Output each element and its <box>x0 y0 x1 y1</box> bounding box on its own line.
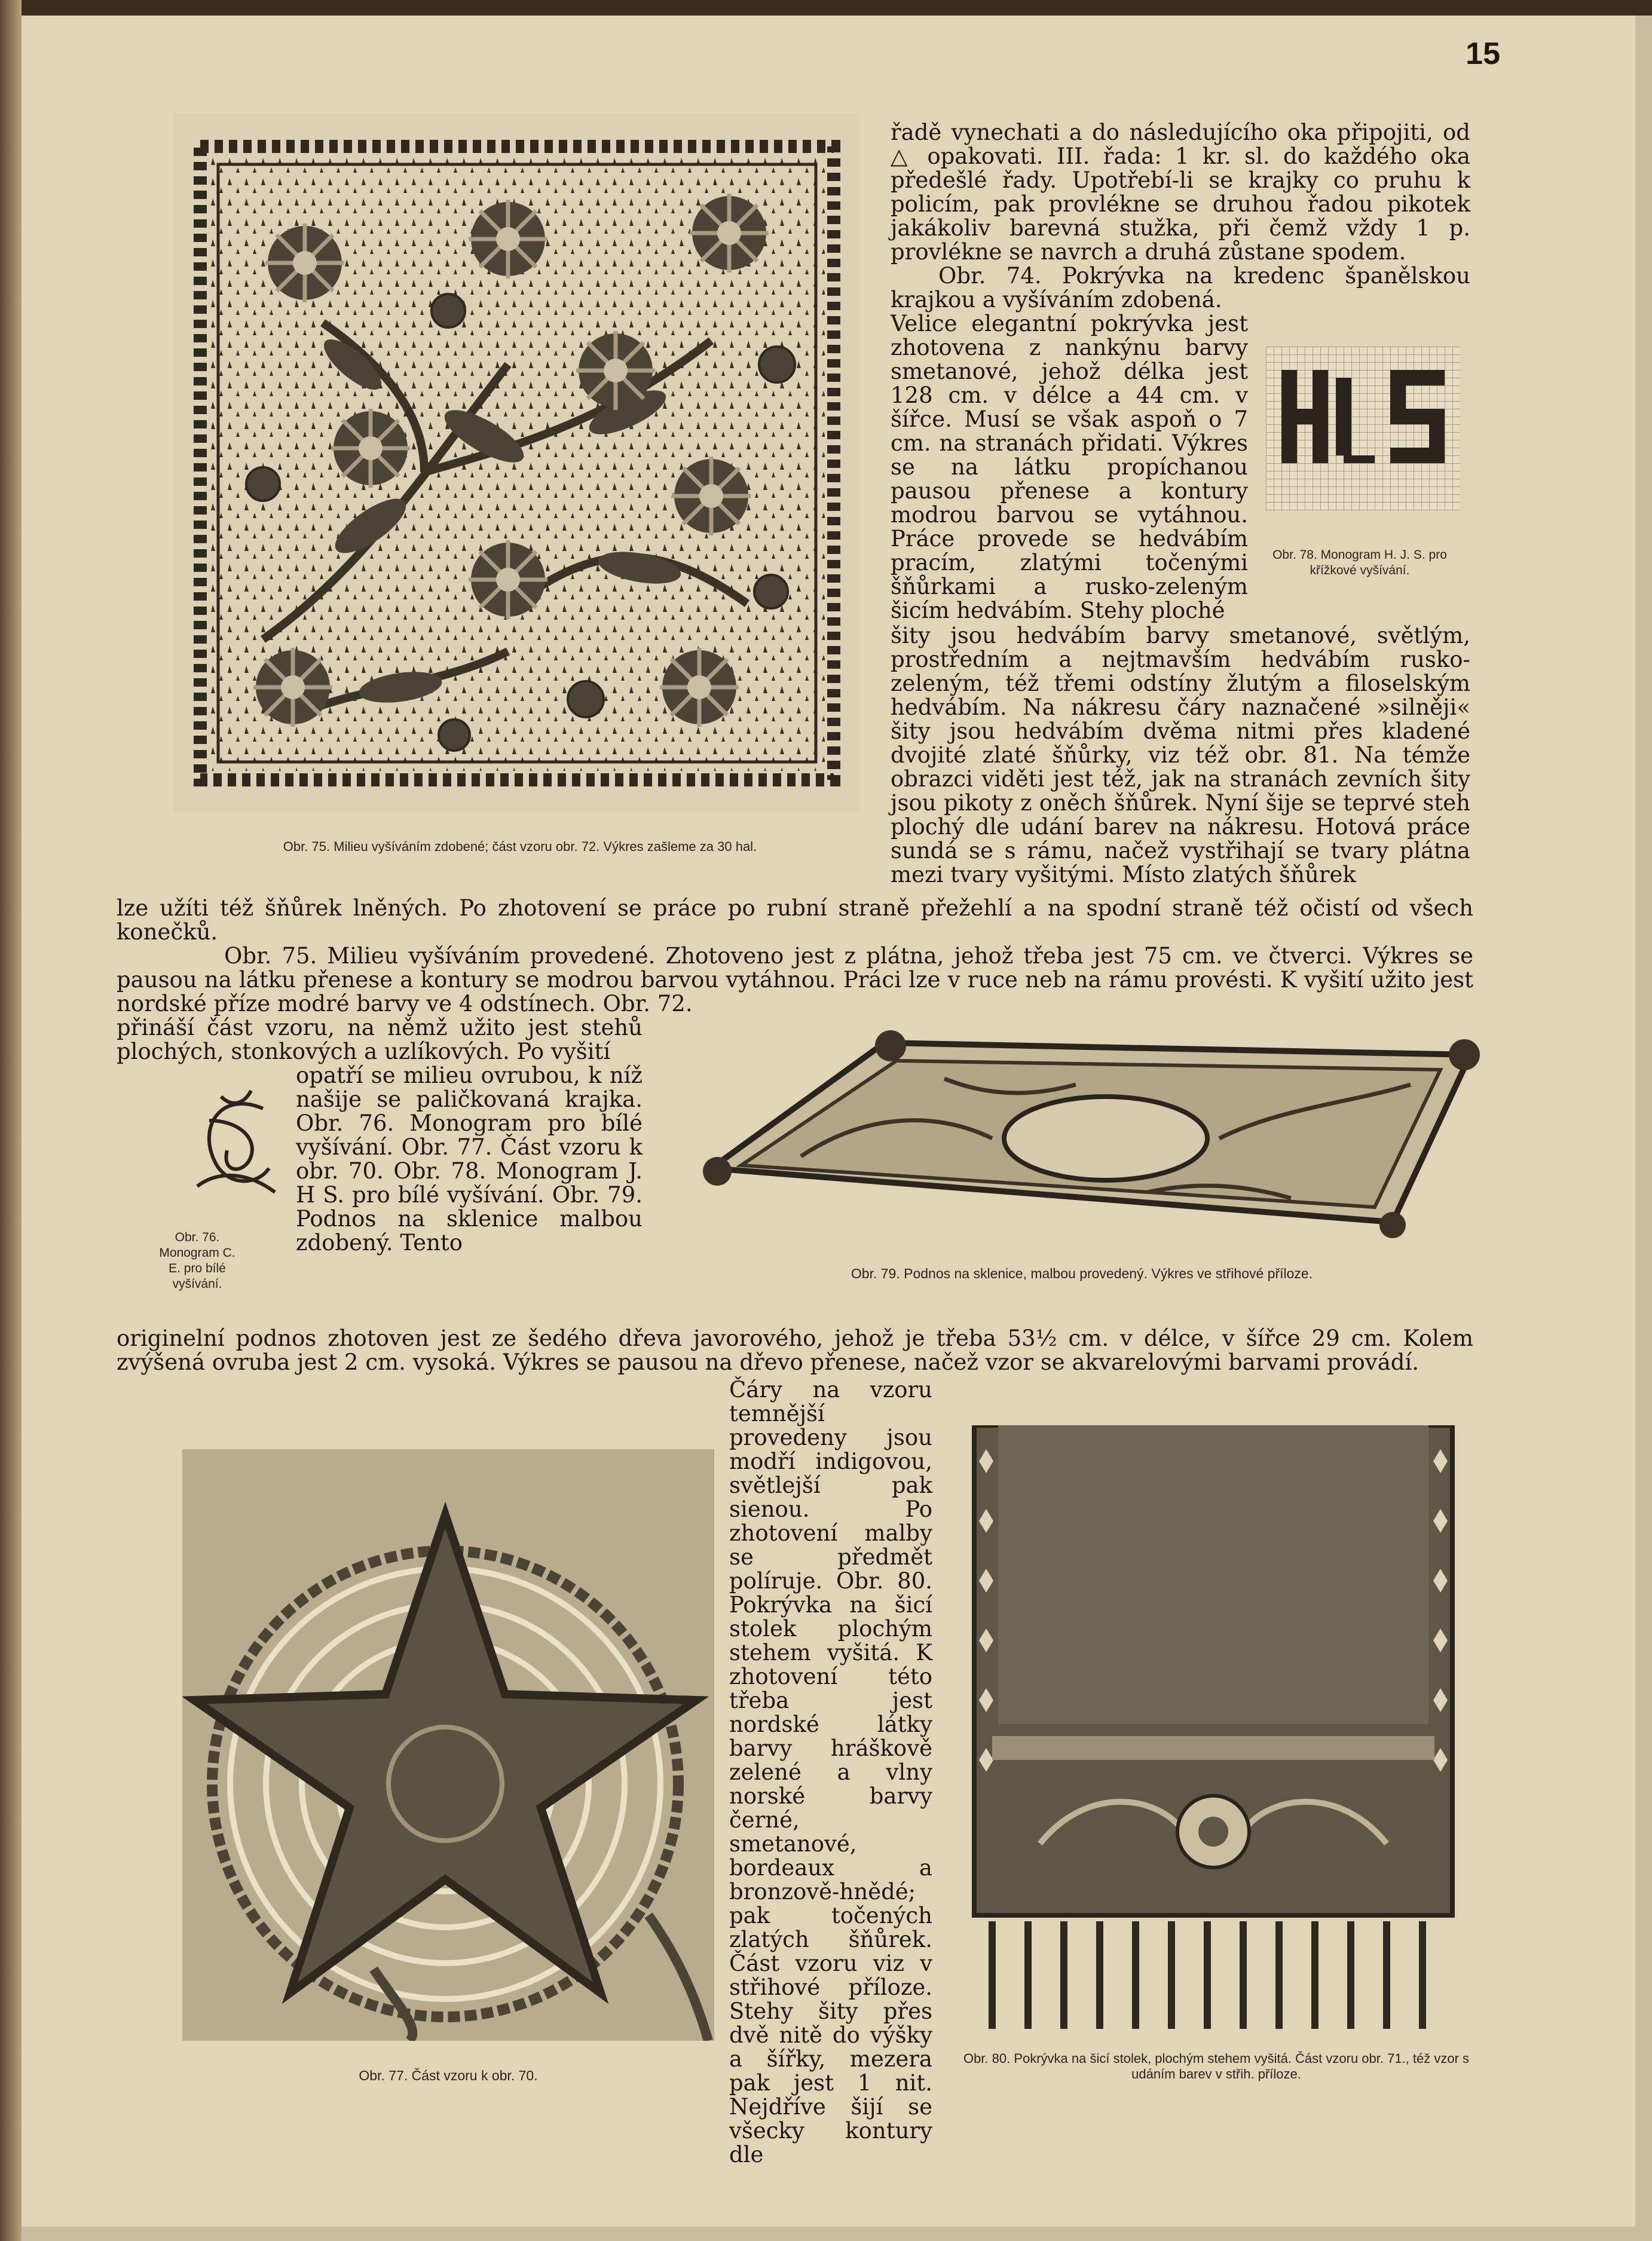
paragraph-obr74-body: Velice elegantní pokrývka jest zhotovena z nankýnu barvy smetanové, jehož délka jest 128 cm. v délce a 44 cm. v šířce. Musí se však aspoň o 7 cm. na stranách přidati. Výkres se na látku propíchanou pausou přenese a kontury modrou barvou se vytáhnou. Práce provede se hedvábím pracím, zlatými točenými šňůrkami a rusko-zeleným šicím hedvábím. Stehy ploché <box>891 311 1248 623</box>
paragraph-obr76-79: opatří se milieu ovrubou, k níž našije se paličkovaná krajka. Obr. 76. Monogram pro bílé vyšívání. Obr. 77. Část vzoru k obr. 70. Obr. 78. Monogram J. H S. pro bílé vyšívání. Obr. 79. Podnos na sklenice malbou zdobený. Tento <box>296 1063 643 1256</box>
figure-77-star <box>182 1449 714 2041</box>
text-column-right <box>729 1378 932 2167</box>
figure-80-table-cover <box>968 1425 1458 2041</box>
paragraph-obr74-continued: šity jsou hedvábím barvy smetanové, světlým, prostředním a nejtmavším hedvábím rusko-zeleným, též třemi odstíny žlutým a filoselským hedvábím. Na nákresu čáry naznačené »silněji« šity jsou hedvábím dvěma nitmi přes kladené dvojité zlaté šňůrky, viz též obr. 81. Na témže obrazci viděti jest též, jak na stranách zevních šity jsou pikoty z oněch šňůrek. Nyní šije se teprvé steh plochý dle udání barev na nákresu. Hotová práce sundá se s rámu, načež vystřihají se tvary plátna mezi tvary vyšitými. Místo zlatých šňůrek <box>891 623 1470 887</box>
text-lower-right <box>891 624 1470 887</box>
figure-76-monogram <box>185 1085 287 1204</box>
floral-embroidery-illustration <box>173 114 861 813</box>
text-full-width-3 <box>117 1327 1473 1374</box>
paragraph-obr75: Obr. 75. Milieu vyšíváním provedené. Zhotoveno jest z plátna, jehož třeba jest 75 cm. ve čtverci. Výkres se pausou na látku přenese a kontury se modrou barvou vytáhnou. Práci lze v ruce neb na rámu provésti. K vyšití užito jest nordské příze modré barvy ve 4 odstínech. Obr. 72. <box>117 943 1473 1017</box>
text-full-width-1 <box>117 896 1473 1016</box>
cross-stitch-monogram <box>1266 347 1460 511</box>
paragraph-obr80: Čáry na vzoru temnější provedeny jsou modří indigovou, světlejší pak sienou. Po zhotovení malby se předmět políruje. Obr. 80. Pokrývka na šicí stolek plochým stehem vyšitá. K zhotovení této třeba jest nordské látky barvy hráškově zelené a vlny norské barvy černé, smetanové, bordeaux a bronzově-hnědé; pak točených zlatých šňůrek. Část vzoru viz v střihové příloze. Stehy šity přes dvě nitě do výšky a šířky, mezera pak jest 1 nit. Nejdříve šijí se všecky kontury dle <box>729 1377 932 2167</box>
paragraph-continuation: řadě vynechati a do následujícího oka připojiti, od △ opakovati. III. řada: 1 kr. sl. do každého oka předešlé řady. Upotřebí-li se krajky co pruhu k policím, pak provlékne se druhou řadou pikotek jakákoliv barevná stužka, při čemž vždy 1 p. provlékne se navrch a druhá zůstane spodem. <box>891 120 1470 265</box>
text-left-1 <box>117 1016 643 1064</box>
page-binding <box>0 0 22 2241</box>
paragraph-pattern-part: přináší část vzoru, na němž užito jest stehů plochých, stonkových a uzlíkových. Po vyšití <box>117 1015 643 1064</box>
paragraph-cords: lze užíti též šňůrek lněných. Po zhotovení se práce po rubní straně přežehlí a na spodní straně též očistí od všech konečků. <box>117 895 1473 945</box>
page-number: 15 <box>1466 36 1500 71</box>
caption-fig78: Obr. 78. Monogram H. J. S. pro křížkové vyšívání. <box>1272 548 1447 577</box>
caption-fig79: Obr. 79. Podnos na sklenice, malbou provedený. Výkres ve střihové příloze. <box>851 1266 1313 1281</box>
caption-fig77: Obr. 77. Část vzoru k obr. 70. <box>359 2068 538 2083</box>
caption-fig80: Obr. 80. Pokrývka na šicí stolek, plochým stehem vyšitá. Část vzoru obr. 71., též vzor s udáním barev v střih. příloze. <box>963 2051 1470 2081</box>
star-embroidery-illustration <box>182 1449 714 2041</box>
text-middle-right <box>891 312 1248 623</box>
table-cover-illustration <box>968 1425 1458 2041</box>
figure-79-tray <box>693 1019 1494 1246</box>
figure-78-monogram-grid <box>1266 347 1460 511</box>
caption-fig75: Obr. 75. Milieu vyšíváním zdobené; část vzoru obr. 72. Výkres zašleme za 30 hal. <box>283 839 757 854</box>
figure-75-milieu <box>173 114 861 813</box>
paragraph-obr74-heading: Obr. 74. Pokrývka na kredenc španělskou krajkou a vyšíváním zdobená. <box>891 263 1470 313</box>
text-top-right <box>891 121 1470 312</box>
text-left-2 <box>296 1064 643 1255</box>
top-edge <box>0 0 1652 16</box>
painted-tray-illustration <box>693 1019 1494 1246</box>
caption-fig76: Obr. 76. Monogram C. E. pro bílé vyšívání. <box>159 1230 235 1291</box>
paragraph-tray-description: originelní podnos zhotoven jest ze šedého dřeva javorového, jehož je třeba 53½ cm. v délce, v šířce 29 cm. Kolem zvýšená ovruba jest 2 cm. vysoká. Výkres se pausou na dřevo přenese, načež vzor se akvarelovými barvami provádí. <box>117 1325 1473 1375</box>
ornamental-monogram <box>185 1085 287 1204</box>
